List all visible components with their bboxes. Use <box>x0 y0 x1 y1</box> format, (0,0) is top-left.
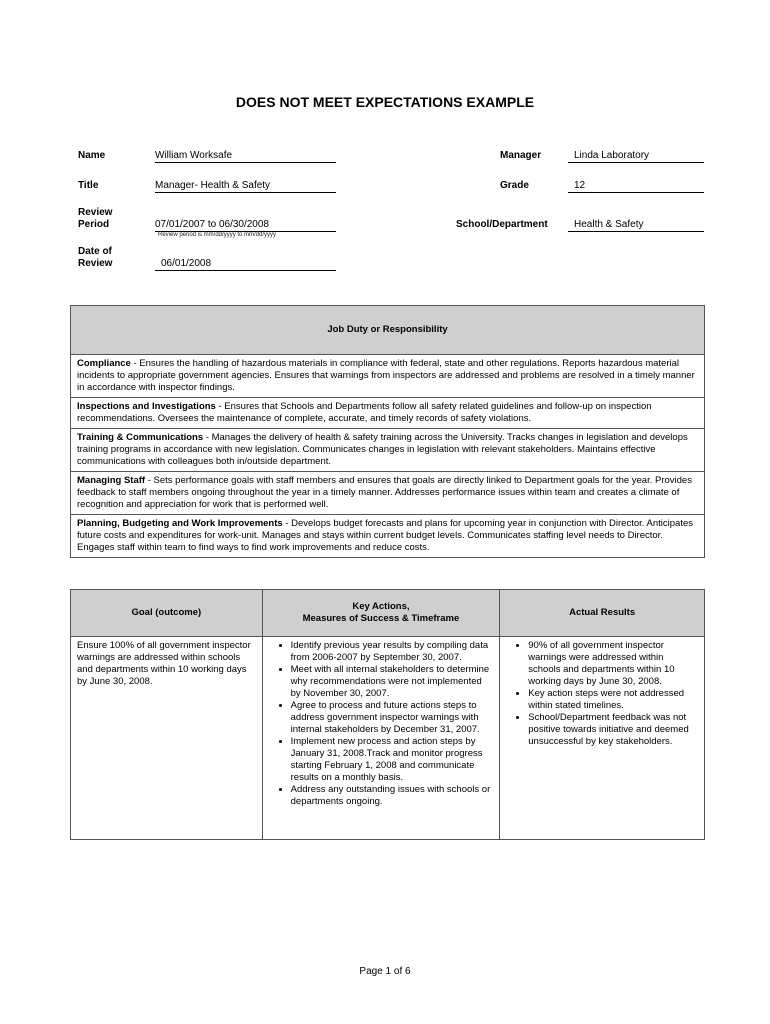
duty-title: Compliance <box>77 358 131 369</box>
key-actions-header <box>262 590 500 637</box>
name-label: Name <box>78 150 106 161</box>
review-period-label <box>78 207 112 231</box>
list-item: • Implement new process and action steps by January 31, 2008.Track and monitor progress starting February 1, 2008 and communicate results on a monthly basis. <box>291 736 494 784</box>
job-duty-header: Job Duty or Responsibility <box>71 306 705 355</box>
list-item: • Agree to process and future actions steps to address government inspector warnings with internal stakeholders by December 31, 2007. <box>291 700 494 736</box>
date-of-review-field[interactable]: 06/01/2008 <box>155 258 336 271</box>
review-period-field[interactable]: 07/01/2007 to 06/30/2008 <box>155 219 336 232</box>
date-label-line-2: Review <box>78 258 113 269</box>
grade-label: Grade <box>500 180 529 191</box>
page-number: Page 1 of 6 <box>359 966 411 977</box>
title-label: Title <box>78 180 99 191</box>
list-item: • 90% of all government inspector warnings were addressed within schools and departments within 10 working days by June 30, 2008. <box>528 640 698 688</box>
date-label-line-1: Date of <box>78 246 112 257</box>
actions-cell <box>262 637 500 840</box>
review-period-hint: Review period is mm/dd/yyyy to mm/dd/yyyy <box>158 232 277 238</box>
duty-text: - Ensures the handling of hazardous materials in compliance with federal, state and other regulations. Reports hazardous material incidents to appropriate government agencies. Ensures that warnings from inspectors are addressed and problems are resolved in a timely manner in accordance with inspector findings. <box>77 358 695 393</box>
duty-row <box>71 472 705 515</box>
duty-row <box>71 429 705 472</box>
results-cell <box>500 637 705 840</box>
duty-text: - Ensures that Schools and Departments follow all safety related guidelines and follow-up on inspection recommendations. Oversees the maintenance of complete, accurate, and timely records of safety violations. <box>77 401 652 424</box>
name-field[interactable]: William Worksafe <box>155 150 336 163</box>
key-actions-header-line-1: Key Actions, <box>352 601 410 612</box>
key-actions-header-line-2: Measures of Success & Timeframe <box>302 613 460 624</box>
list-item: • Address any outstanding issues with schools or departments ongoing. <box>291 784 494 808</box>
duty-title: Planning, Budgeting and Work Improvements <box>77 518 283 529</box>
goal-header: Goal (outcome) <box>71 590 263 637</box>
title-field[interactable]: Manager- Health & Safety <box>155 180 336 193</box>
duty-title: Training & Communications <box>77 432 204 443</box>
manager-field[interactable]: Linda Laboratory <box>568 150 704 163</box>
school-department-label: School/Department <box>456 219 548 230</box>
duty-title: Inspections and Investigations <box>77 401 216 412</box>
job-duty-table <box>70 305 705 558</box>
duty-row <box>71 355 705 398</box>
page-title: DOES NOT MEET EXPECTATIONS EXAMPLE <box>235 94 535 110</box>
list-item: • Identify previous year results by compiling data from 2006-2007 by September 30, 2007. <box>291 640 494 664</box>
duty-text: - Manages the delivery of health & safety training across the University. Tracks changes in legislation and develops training programs in accordance with new legislation. Communicates changes in legislation with relevant stakeholders. Maintains effective communications with colleagues both in/outside department. <box>77 432 688 467</box>
list-item: • School/Department feedback was not positive towards initiative and deemed unsuccessful by key stakeholders. <box>528 712 698 748</box>
review-label-line-1: Review <box>78 207 113 218</box>
review-label-line-2: Period <box>78 219 110 230</box>
duty-row <box>71 515 705 558</box>
list-item: • Key action steps were not addressed within stated timelines. <box>528 688 698 712</box>
duty-title: Managing Staff <box>77 475 146 486</box>
list-item: • Meet with all internal stakeholders to determine why recommendations were not implemented by November 30, 2007. <box>291 664 494 700</box>
manager-label: Manager <box>500 150 542 161</box>
school-department-field[interactable]: Health & Safety <box>568 219 704 232</box>
grade-field[interactable]: 12 <box>568 180 704 193</box>
goal-cell: Ensure 100% of all government inspector warnings are addressed within schools and departments within 10 working days by June 30, 2008. <box>71 637 263 840</box>
duty-text: - Develops budget forecasts and plans for upcoming year in conjunction with Director. Anticipates future costs and expenditures for work-unit. Manages and stays within current budget levels. Communicates staffing level needs to Director. Engages staff within team to find ways to find work improvements and reduce costs. <box>77 518 693 553</box>
actual-results-header: Actual Results <box>500 590 705 637</box>
duty-text: - Sets performance goals with staff members and ensures that goals are directly linked to Department goals for the year. Provides feedback to staff members ongoing throughout the year in a timely manner. Addresses performance issues within team and creates a climate of recognition and appreciation for work that is performed well. <box>77 475 692 510</box>
goals-table <box>70 589 705 840</box>
date-of-review-label <box>78 246 112 270</box>
results-list <box>506 640 698 748</box>
duty-row <box>71 398 705 429</box>
actions-list <box>269 640 494 808</box>
